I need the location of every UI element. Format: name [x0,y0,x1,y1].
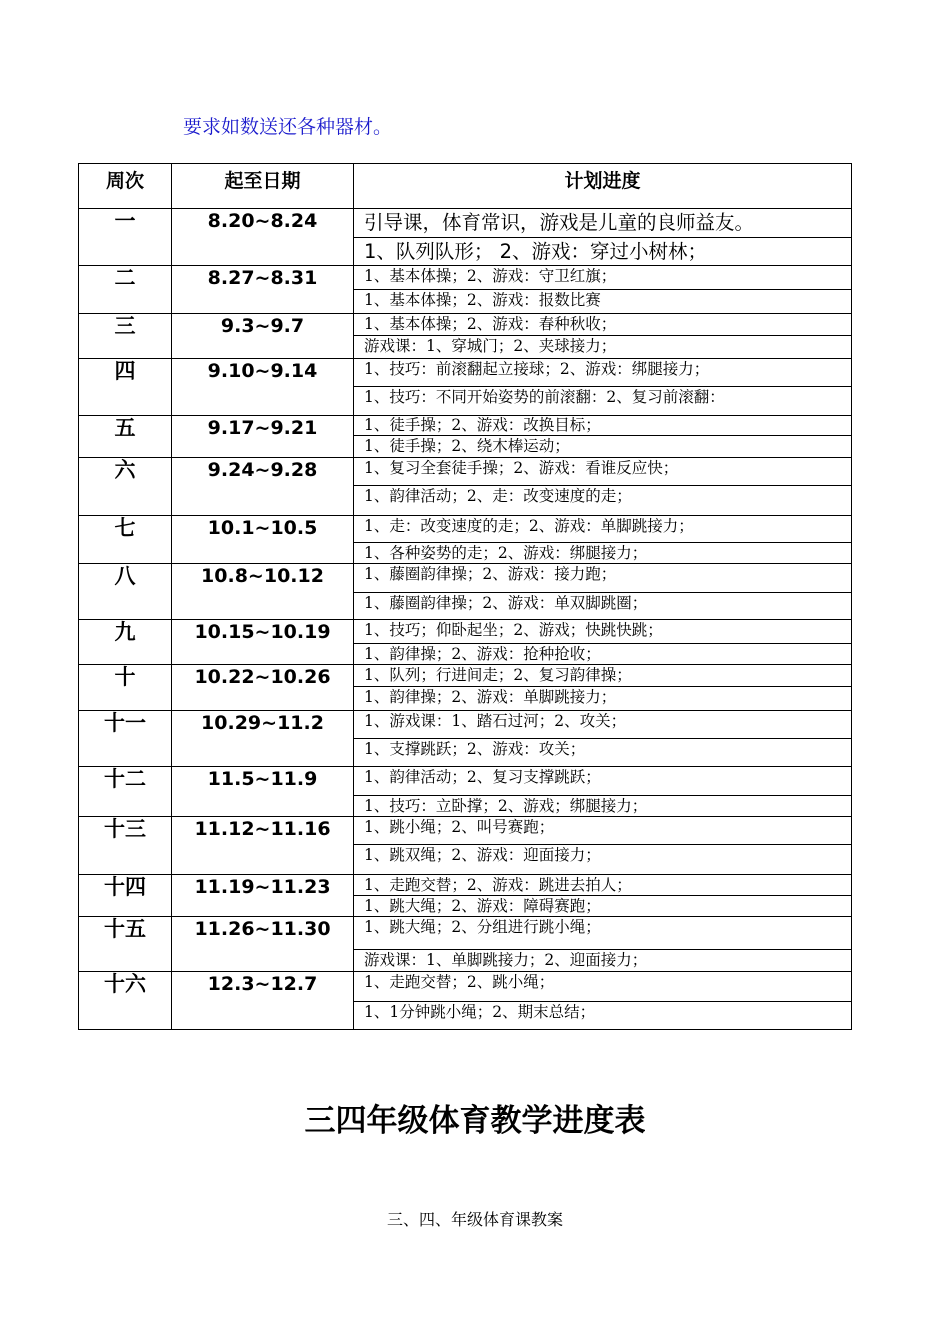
table-row [79,516,852,564]
plan-line: 1、韵律活动；2、走：改变速度的走； [354,485,851,515]
plan-line: 1、跳大绳；2、分组进行跳小绳； [364,918,601,936]
plan-line: 1、徒手操；2、游戏：改换目标； [364,416,601,434]
week-cell: 五 [79,416,172,458]
plan-line: 1、跳小绳；2、叫号赛跑； [364,818,555,836]
plan-cell [354,665,852,711]
week-cell: 三 [79,314,172,359]
plan-cell [354,458,852,516]
plan-line: 1、走跑交替；2、跳小绳； [364,973,555,991]
week-cell: 六 [79,458,172,516]
plan-line: 1、队列；行进间走；2、复习韵律操； [364,666,632,684]
week-cell: 十六 [79,972,172,1030]
plan-cell [354,359,852,416]
date-cell: 8.27~8.31 [172,266,354,314]
week-cell: 十 [79,665,172,711]
date-cell: 11.19~11.23 [172,875,354,917]
table-row [79,266,852,314]
date-cell: 10.8~10.12 [172,564,354,620]
plan-line: 游戏课：1、单脚跳接力；2、迎面接力； [354,949,851,971]
plan-line: 1、1分钟跳小绳；2、期末总结； [354,1001,851,1029]
week-cell: 十二 [79,767,172,817]
plan-line: 1、韵律操；2、游戏：单脚跳接力； [354,686,851,710]
plan-cell [354,972,852,1030]
table-row [79,620,852,665]
date-cell: 10.15~10.19 [172,620,354,665]
week-cell: 二 [79,266,172,314]
week-cell: 四 [79,359,172,416]
plan-line: 1、各种姿势的走；2、游戏：绑腿接力； [354,542,851,563]
plan-cell [354,209,852,266]
plan-line: 1、技巧：立卧撑；2、游戏；绑腿接力； [354,795,851,816]
table-row [79,917,852,972]
table-row [79,767,852,817]
plan-cell [354,266,852,314]
plan-cell [354,516,852,564]
plan-line: 1、基本体操；2、游戏：春种秋收； [364,315,617,333]
date-cell: 9.17~9.21 [172,416,354,458]
plan-line: 1、支撑跳跃；2、游戏：攻关； [354,738,851,766]
date-cell: 8.20~8.24 [172,209,354,266]
table-row [79,416,852,458]
date-cell: 9.10~9.14 [172,359,354,416]
date-cell: 12.3~12.7 [172,972,354,1030]
plan-line: 1、韵律活动；2、复习支撑跳跃； [364,768,601,786]
intro-text: 要求如数送还各种器材。 [183,116,393,138]
date-cell: 11.5~11.9 [172,767,354,817]
table-row [79,665,852,711]
week-cell: 八 [79,564,172,620]
plan-line: 1、走跑交替；2、游戏：跳进去拍人； [364,876,632,894]
plan-line: 1、技巧；仰卧起坐；2、游戏；快跳快跳； [364,621,663,639]
table-row [79,711,852,767]
schedule-table [78,163,852,1030]
date-cell: 10.22~10.26 [172,665,354,711]
table-row [79,564,852,620]
plan-cell [354,620,852,665]
document-title: 三四年级体育教学进度表 [304,1103,646,1139]
plan-cell [354,711,852,767]
date-cell: 9.24~9.28 [172,458,354,516]
plan-cell [354,817,852,875]
plan-line: 1、队列队形； 2、游戏：穿过小树林； [354,237,851,265]
table-row [79,209,852,266]
header-date: 起至日期 [172,164,354,209]
plan-line: 引导课，体育常识，游戏是儿童的良师益友。 [364,211,755,234]
plan-line: 1、游戏课：1、踏石过河；2、攻关； [364,712,627,730]
date-cell: 9.3~9.7 [172,314,354,359]
plan-line: 1、基本体操；2、游戏：守卫红旗； [364,267,617,285]
date-cell: 10.29~11.2 [172,711,354,767]
header-week: 周次 [79,164,172,209]
week-cell: 十四 [79,875,172,917]
table-row [79,359,852,416]
plan-line: 1、跳双绳；2、游戏：迎面接力； [354,844,851,874]
plan-cell [354,416,852,458]
week-cell: 十五 [79,917,172,972]
plan-cell [354,767,852,817]
table-row [79,972,852,1030]
week-cell: 一 [79,209,172,266]
plan-line: 1、藤圈韵律操；2、游戏：单双脚跳圈； [354,592,851,619]
plan-line: 1、藤圈韵律操；2、游戏：接力跑； [364,565,617,583]
plan-line: 1、徒手操；2、绕木棒运动； [354,435,851,457]
week-cell: 十三 [79,817,172,875]
plan-cell [354,875,852,917]
plan-line: 1、基本体操；2、游戏：报数比赛 [354,289,851,313]
date-cell: 10.1~10.5 [172,516,354,564]
plan-line: 1、技巧：不同开始姿势的前滚翻：2、复习前滚翻： [354,386,851,415]
plan-cell [354,564,852,620]
plan-line: 1、跳大绳；2、游戏：障碍赛跑； [354,895,851,916]
plan-line: 1、走：改变速度的走；2、游戏：单脚跳接力； [364,517,694,535]
date-cell: 11.26~11.30 [172,917,354,972]
date-cell: 11.12~11.16 [172,817,354,875]
week-cell: 七 [79,516,172,564]
week-cell: 十一 [79,711,172,767]
table-body [79,209,852,1030]
header-plan: 计划进度 [354,164,852,209]
document-subtitle: 三、四、年级体育课教案 [386,1210,563,1229]
plan-line: 1、技巧：前滚翻起立接球；2、游戏：绑腿接力； [364,360,710,378]
plan-line: 游戏课：1、穿城门；2、夹球接力； [354,335,851,358]
table-row [79,875,852,917]
week-cell: 九 [79,620,172,665]
plan-line: 1、韵律操；2、游戏：抢种抢收； [354,643,851,664]
plan-cell [354,314,852,359]
table-row [79,314,852,359]
plan-line: 1、复习全套徒手操；2、游戏：看谁反应快； [364,459,679,477]
table-row [79,817,852,875]
table-header-row [79,164,852,209]
plan-cell [354,917,852,972]
table-row [79,458,852,516]
